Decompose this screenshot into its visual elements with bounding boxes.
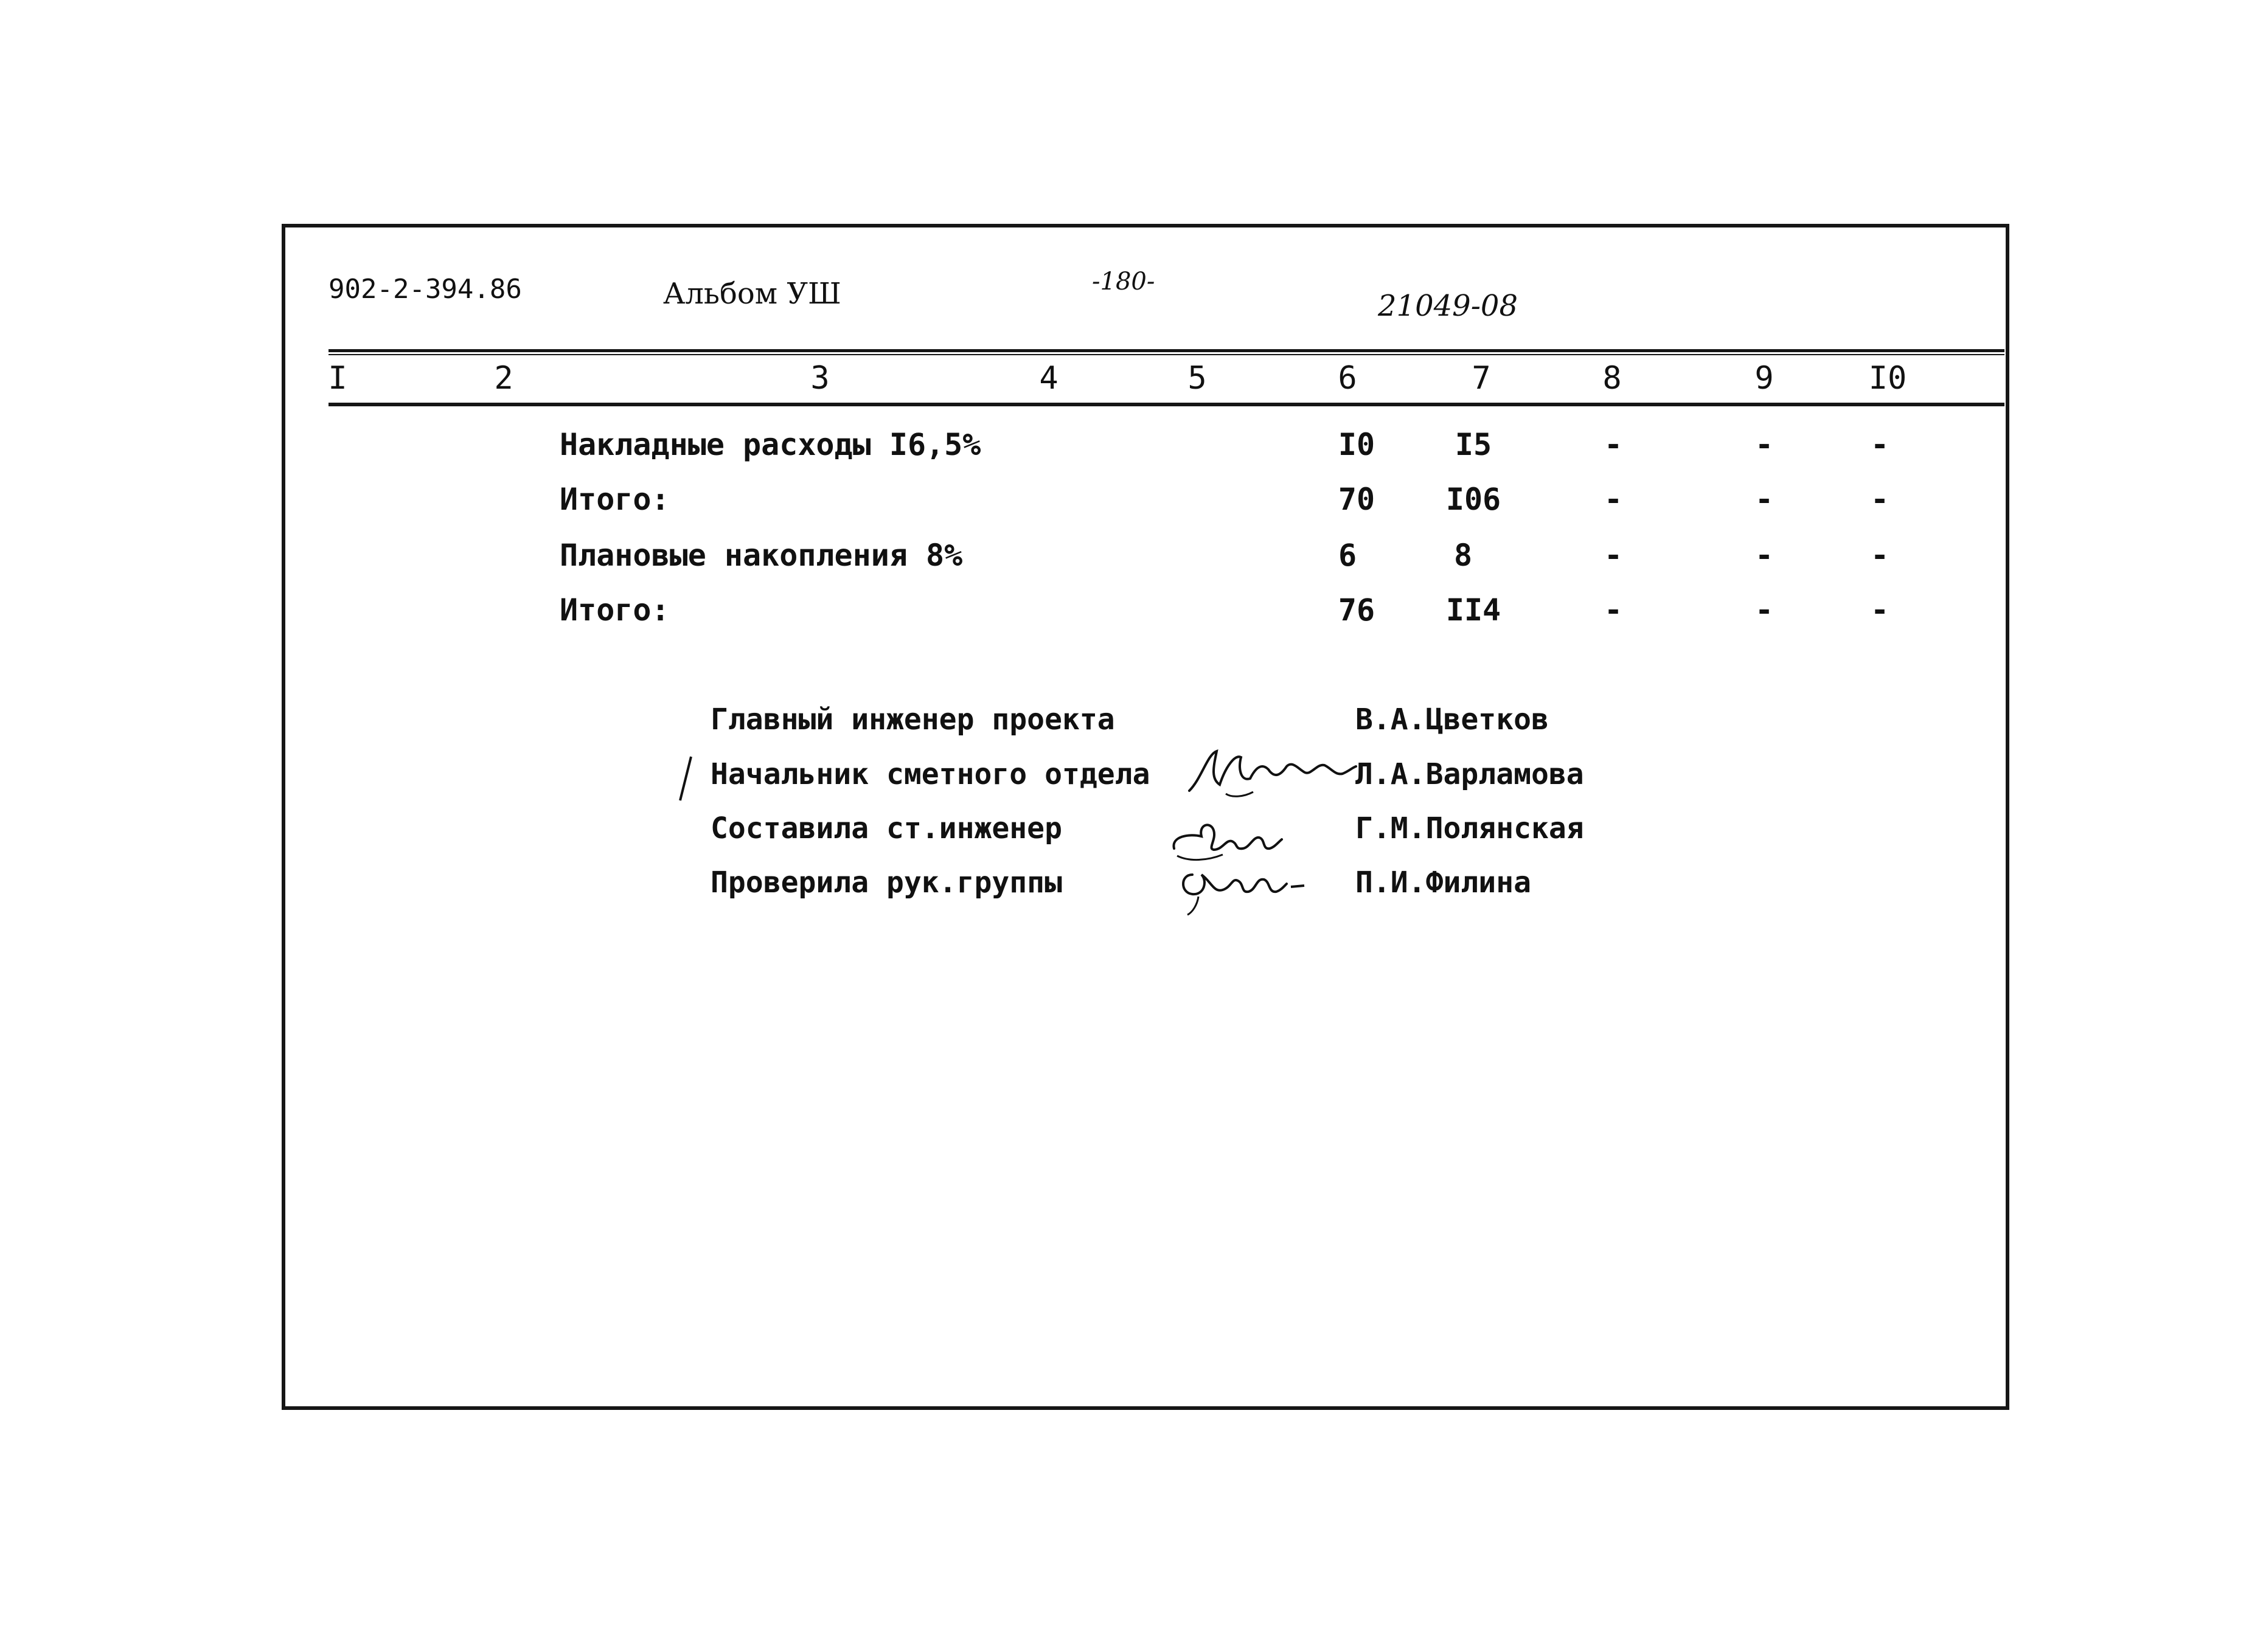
signature-name: В.А.Цветков — [1355, 703, 1549, 737]
handwritten-signature — [1183, 742, 1360, 805]
cell-col9: - — [1754, 592, 1774, 628]
cell-col7: I5 — [1455, 427, 1492, 462]
signature-name: Л.А.Варламова — [1355, 757, 1584, 791]
signature-role: Проверила рук.группы — [711, 866, 1062, 900]
tick-mark — [676, 754, 695, 805]
header-rule-bottom — [328, 403, 2004, 406]
row-label: Накладные расходы I6,5% — [560, 427, 981, 462]
cell-col10: - — [1870, 427, 1889, 462]
cell-col6: 76 — [1338, 592, 1375, 628]
column-number: 5 — [1187, 360, 1207, 397]
cell-col8: - — [1604, 427, 1623, 462]
row-label: Итого: — [560, 482, 670, 517]
column-number: 7 — [1472, 360, 1491, 397]
column-number: 8 — [1602, 360, 1622, 397]
cell-col6: I0 — [1338, 427, 1375, 462]
doc-number: 902-2-394.86 — [328, 274, 522, 305]
column-number: 6 — [1338, 360, 1357, 397]
column-number: 4 — [1039, 360, 1058, 397]
document-code: 21049-08 — [1378, 289, 1518, 323]
signature-role: Начальник сметного отдела — [711, 757, 1150, 791]
column-number: 2 — [494, 360, 513, 397]
handwritten-signature — [1174, 856, 1308, 920]
header-rule-top — [328, 349, 2004, 352]
cell-col9: - — [1754, 427, 1774, 462]
cell-col7: II4 — [1445, 592, 1501, 628]
column-number: 3 — [810, 360, 830, 397]
cell-col10: - — [1870, 538, 1889, 573]
cell-col8: - — [1604, 482, 1623, 517]
cell-col8: - — [1604, 592, 1623, 628]
signature-name: П.И.Филина — [1355, 866, 1531, 900]
page-number: -180- — [1092, 268, 1155, 296]
cell-col9: - — [1754, 538, 1774, 573]
column-number: I — [328, 360, 347, 397]
cell-col10: - — [1870, 482, 1889, 517]
album-title: Альбом УШ — [663, 277, 841, 311]
header-rule-top-thin — [328, 354, 2004, 355]
cell-col7: I06 — [1445, 482, 1501, 517]
cell-col9: - — [1754, 482, 1774, 517]
row-label: Итого: — [560, 592, 670, 628]
column-number: I0 — [1868, 360, 1907, 397]
signature-role: Главный инженер проекта — [711, 703, 1115, 737]
column-number: 9 — [1754, 360, 1774, 397]
signature-name: Г.М.Полянская — [1355, 811, 1584, 845]
signature-role: Составила ст.инженер — [711, 811, 1062, 845]
cell-col7: 8 — [1453, 538, 1473, 573]
cell-col8: - — [1604, 538, 1623, 573]
cell-col6: 70 — [1338, 482, 1375, 517]
cell-col10: - — [1870, 592, 1889, 628]
row-label: Плановые накопления 8% — [560, 538, 963, 573]
document-frame — [282, 224, 2009, 1410]
cell-col6: 6 — [1338, 538, 1357, 573]
